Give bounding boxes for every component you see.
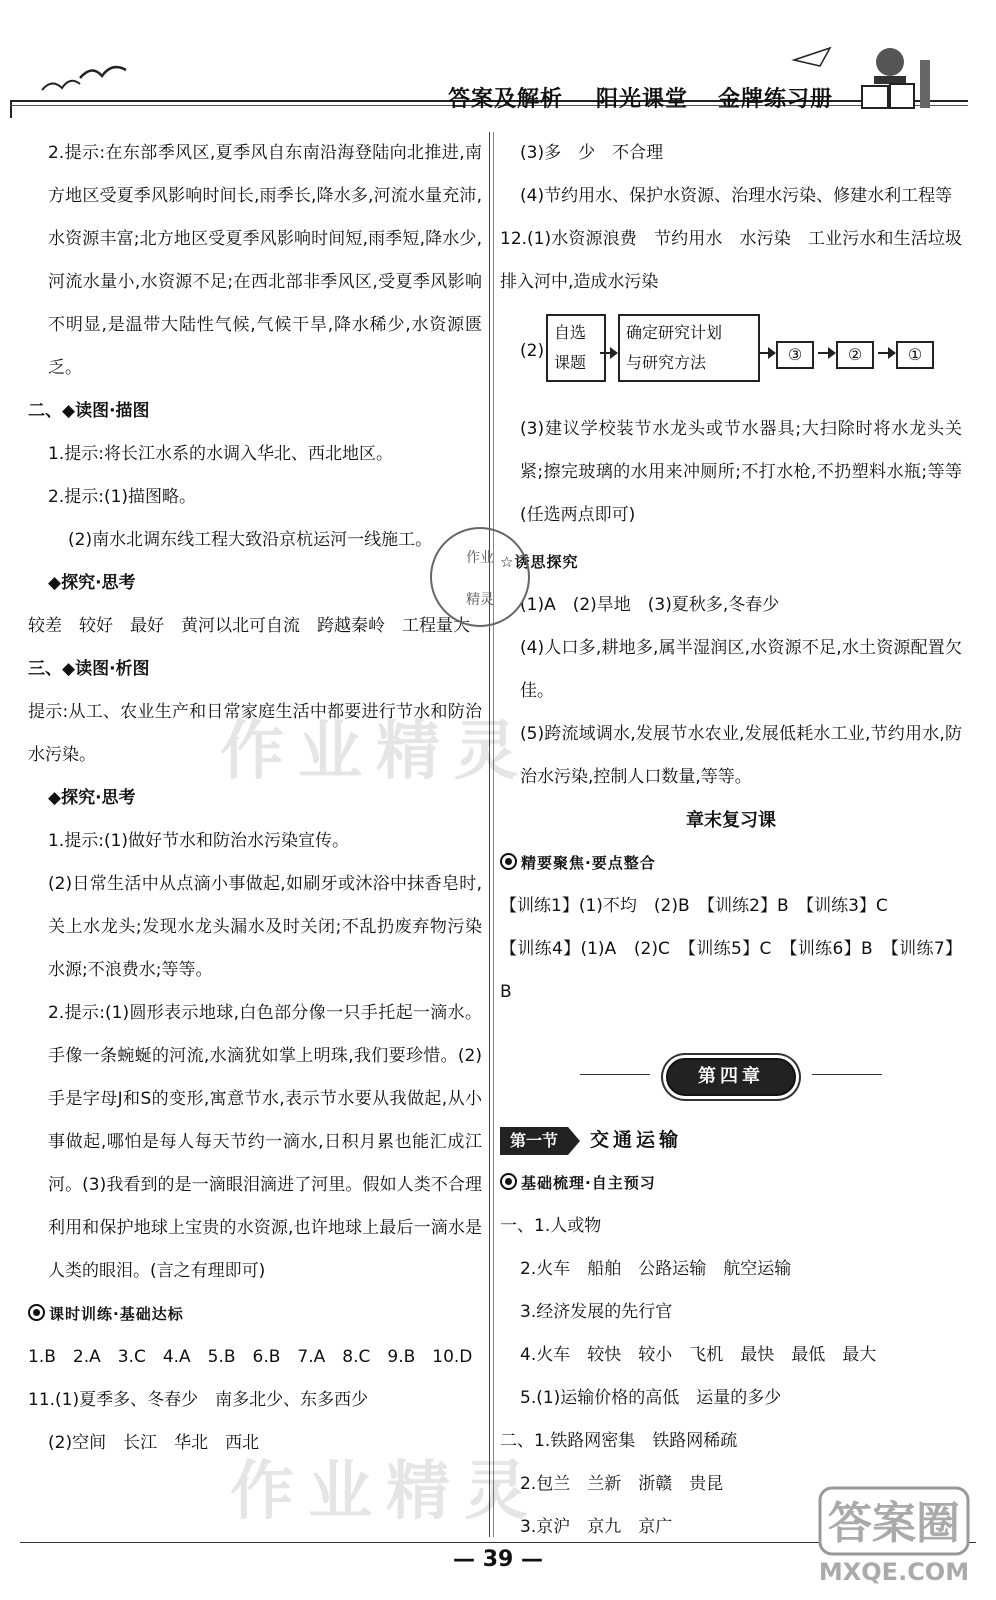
basic-answer-2-3: 3.京沪 京九 京广: [520, 1517, 673, 1537]
answer-read-draw-2-2: (2)南水北调东线工程大致沿京杭运河一线施工。: [68, 530, 433, 550]
answer-read-analyze: 提示:从工、农业生产和日常家庭生活中都要进行节水和防治水污染。: [28, 702, 482, 765]
badge-dot-icon: [500, 853, 517, 870]
badge-dot-icon: [500, 1173, 517, 1190]
answer-12-1: 12.(1)水资源浪费 节约用水 水污染 工业污水和生活垃圾排入河中,造成水污染: [500, 229, 962, 292]
flow-step-2: ②: [836, 341, 874, 369]
flow-arrow-1: [600, 352, 616, 354]
research-flowchart: [500, 308, 962, 400]
page-header: [0, 0, 996, 130]
answer-read-draw-1: 1.提示:将长江水系的水调入华北、西北地区。: [48, 444, 393, 464]
explore-answer-2-1: 1.提示:(1)做好节水和防治水污染宣传。: [48, 831, 350, 851]
chapter-banner: [500, 1056, 962, 1099]
badge-induce-explore: [500, 541, 962, 584]
explore-answer-r1: (1)A (2)旱地 (3)夏秋多,冬春少: [520, 595, 780, 615]
explore-answer-r5: (5)跨流域调水,发展节水农业,发展低耗水工业,节约用水,防治水污染,控制人口数量,等等。: [520, 724, 962, 787]
basic-answer-2-2: 2.包兰 兰新 浙赣 贵昆: [520, 1474, 724, 1494]
section-name: 交通运输: [590, 1129, 683, 1151]
badge-dot-icon: [28, 1304, 45, 1321]
explore-answer-2-2: (2)日常生活中从点滴小事做起,如刷牙或沐浴中抹香皂时,关上水龙头;发现水龙头漏水及时关闭;不乱扔废弃物污染水源;不浪费水;等等。: [48, 874, 482, 980]
explore-answer-2-3: 2.提示:(1)圆形表示地球,白色部分像一只手托起一滴水。手像一条蜿蜒的河流,水滴犹如掌上明珠,我们要珍惜。(2)手是字母J和S的变形,寓意节水,表示节水要从我做起,从小事做起,哪怕是每人每天节约一滴水,日积月累也能汇成江河。(3)我看到的是一滴眼泪滴进了河里。假如人类不合理利用和保护地球上宝贵的水资源,也许地球上最后一滴水是人类的眼泪。(言之有理即可): [48, 1003, 482, 1281]
basic-answer-2-1: 二、1.铁路网密集 铁路网稀疏: [500, 1431, 738, 1451]
choice-answers-1-10: 1.B 2.A 3.C 4.A 5.B 6.B 7.A 8.C 9.B 10.D: [28, 1347, 473, 1367]
badge-key-focus-label: 精要聚焦·要点整合: [521, 854, 656, 872]
flow-step-3: ③: [776, 341, 814, 369]
basic-answer-1-2: 2.火车 船舶 公路运输 航空运输: [520, 1259, 792, 1279]
stamp-line-1: 作业: [466, 550, 494, 566]
section-number-tag: 第一节: [500, 1127, 568, 1155]
badge-lesson-practice: [28, 1293, 482, 1336]
watermark-bottom: 作业精灵: [230, 1454, 542, 1529]
badge-key-focus: [500, 842, 962, 885]
column-divider: [489, 132, 490, 1537]
column-divider-secondary: [493, 132, 494, 1537]
training-answers-4-7: 【训练4】(1)A (2)C 【训练5】C 【训练6】B 【训练7】B: [500, 939, 962, 1002]
flow-step-1: ①: [896, 341, 934, 369]
section-read-analyze: 三、◆读图·析图: [28, 659, 150, 679]
right-column: [500, 132, 962, 1549]
badge-basic-review-label: 基础梳理·自主预习: [521, 1174, 656, 1192]
svg-text:MXQE.COM: MXQE.COM: [818, 1558, 970, 1586]
answer-11-2: (2)空间 长江 华北 西北: [48, 1433, 260, 1453]
header-series-title: 阳光课堂: [596, 87, 689, 112]
badge-basic-review: [500, 1162, 962, 1205]
stamp-line-2: 精灵: [466, 592, 494, 608]
training-answers-1-3: 【训练1】(1)不均 (2)B 【训练2】B 【训练3】C: [500, 896, 888, 916]
answer-site-logo-icon: [806, 1480, 976, 1590]
homework-stamp: [430, 527, 530, 627]
chapter-review-title: 章末复习课: [686, 810, 776, 831]
badge-lesson-practice-label: 课时训练·基础达标: [49, 1305, 184, 1323]
header-bracket: [10, 100, 22, 118]
header-answers-title: 答案及解析: [448, 87, 564, 112]
explore-think-heading-1: ◆探究·思考: [48, 573, 136, 593]
birds-decoration-icon: [40, 60, 130, 100]
explore-answer-1: 较差 较好 最好 黄河以北可自流 跨越秦岭 工程量大: [28, 616, 470, 636]
explore-think-heading-2: ◆探究·思考: [48, 788, 136, 808]
chapter-label: 第四章: [666, 1058, 796, 1096]
basic-answer-1-1: 一、1.人或物: [500, 1216, 602, 1236]
page-number: — 39 —: [453, 1547, 543, 1572]
explore-answer-r4: (4)人口多,耕地多,属半湿润区,水资源不足,水土资源配置欠佳。: [520, 638, 962, 701]
header-book-title: 金牌练习册: [718, 87, 834, 112]
flow-arrow-3: [818, 352, 834, 354]
flow-box-plan: 确定研究计划 与研究方法: [618, 314, 760, 382]
svg-text:答案圈: 答案圈: [828, 1498, 960, 1549]
answer-2-hint: 2.提示:在东部季风区,夏季风自东南沿海登陆向北推进,南方地区受夏季风影响时间长,雨季长,降水多,河流水量充沛,水资源丰富;北方地区受夏季风影响时间短,雨季短,降水少,河流水量小,水资源不足;在西北部非季风区,受夏季风影响不明显,是温带大陆性气候,气候干旱,降水稀少,水资源匮乏。: [48, 143, 482, 378]
answer-11-1: 11.(1)夏季多、冬春少 南多北少、东多西少: [28, 1390, 369, 1410]
basic-answer-1-4: 4.火车 较快 较小 飞机 最快 最低 最大: [520, 1345, 877, 1365]
basic-answer-1-3: 3.经济发展的先行官: [520, 1302, 673, 1322]
left-column: [28, 132, 482, 1465]
flow-box-topic: 自选 课题: [546, 314, 606, 382]
answer-11-4: (4)节约用水、保护水资源、治理水污染、修建水利工程等: [520, 186, 953, 206]
answer-read-draw-2: 2.提示:(1)描图略。: [48, 487, 197, 507]
badge-induce-explore-label: ☆诱思探究: [500, 553, 579, 571]
section-heading: [500, 1119, 962, 1162]
answer-11-3: (3)多 少 不合理: [520, 143, 664, 163]
flow-prefix: (2): [520, 341, 545, 361]
flow-arrow-4: [878, 352, 894, 354]
globe-books-decoration-icon: [790, 40, 970, 110]
basic-answer-1-5: 5.(1)运输价格的高低 运量的多少: [520, 1388, 782, 1408]
flow-arrow-2: [758, 352, 774, 354]
watermark-middle: 作业精灵: [220, 714, 532, 789]
answer-12-3: (3)建议学校装节水龙头或节水器具;大扫除时将水龙头关紧;擦完玻璃的水用来冲厕所;不打水枪,不扔塑料水瓶;等等(任选两点即可): [520, 419, 962, 525]
section-read-draw: 二、◆读图·描图: [28, 401, 150, 421]
